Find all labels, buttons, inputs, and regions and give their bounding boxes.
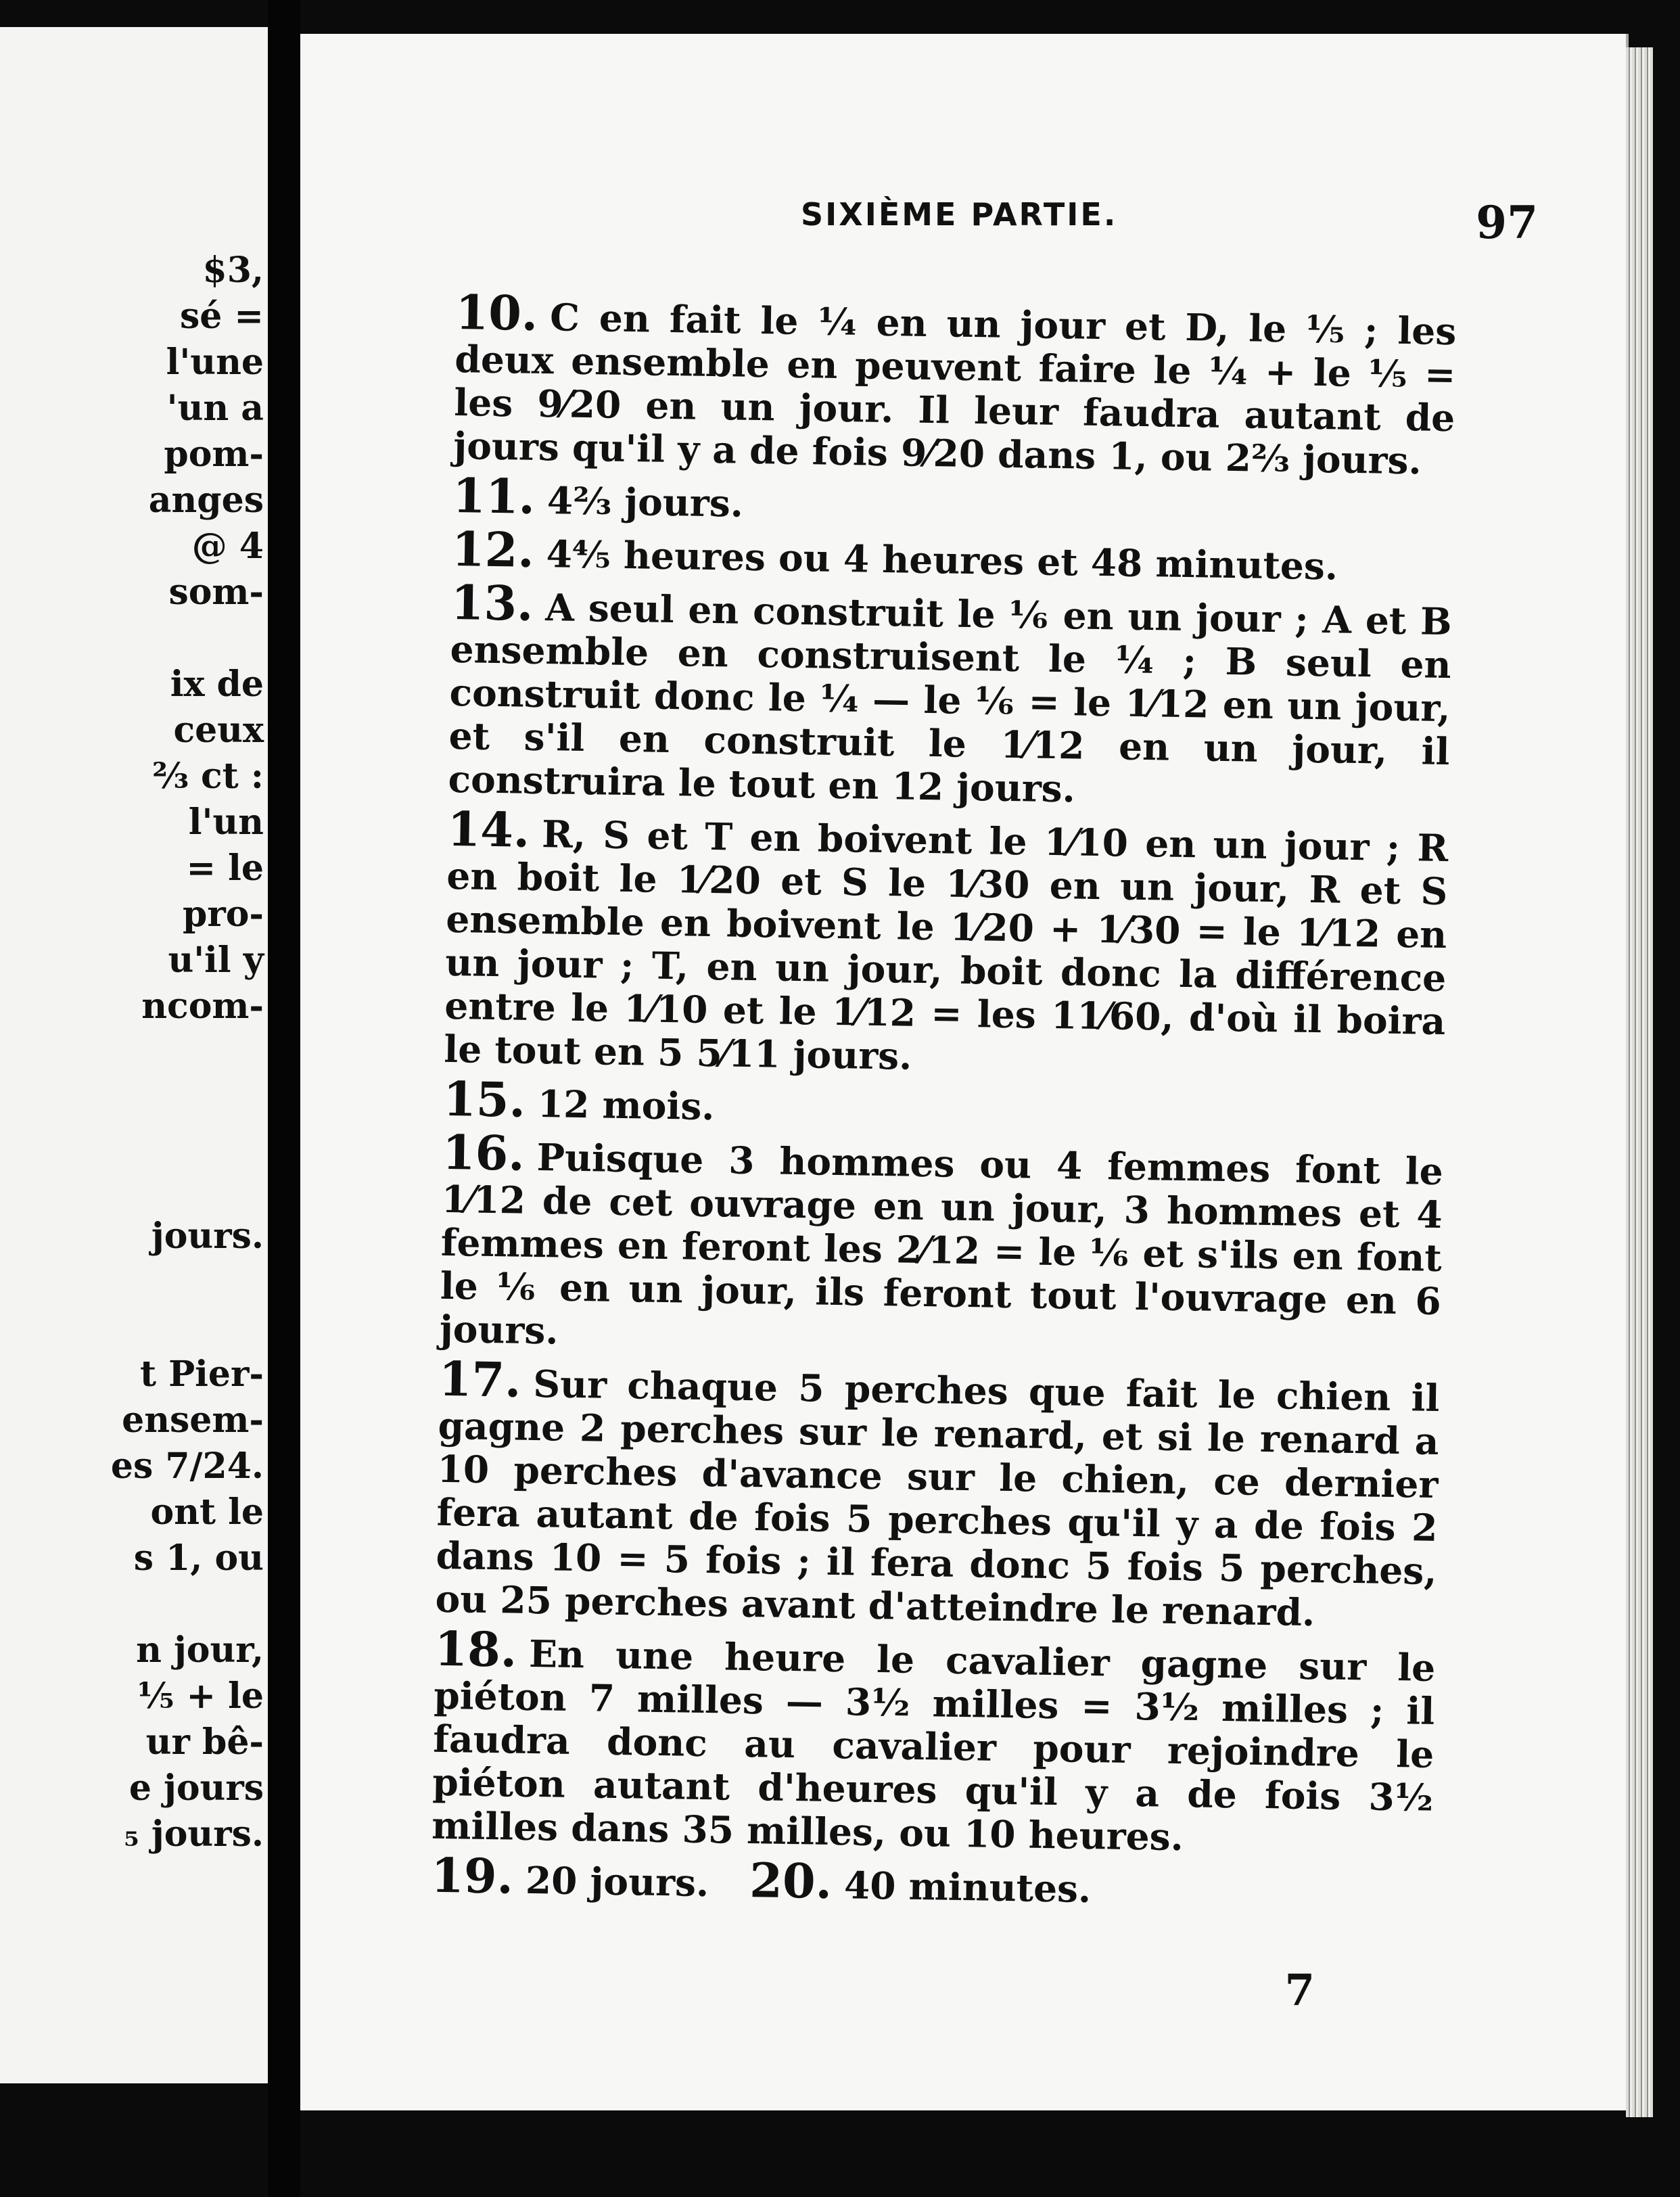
- answer-text: 4⅘ heures ou 4 heures et 48 minutes.: [546, 532, 1338, 588]
- answer-20: [749, 1852, 1092, 1912]
- answer-item: [448, 574, 1453, 816]
- left-page-fragment: som-: [168, 572, 264, 613]
- left-page-fragment: ont le: [150, 1491, 264, 1533]
- answer-text: R, S et T en boivent le 1⁄10 en un jour ; R en boit le 1⁄20 et S le 1⁄30 en un jour, R et S ensemble en boivent le 1⁄20 + 1⁄30 = le 1⁄12 en un jour ; T, en un jour, boit donc la différence entre le 1⁄10 et le 1⁄12 = les 11⁄60, d'où il boira le tout en 5 5⁄11 jours.: [443, 812, 1449, 1078]
- book-gutter: [268, 0, 300, 2197]
- left-page-fragment: es 7/24.: [110, 1446, 264, 1487]
- answer-number: 16.: [442, 1124, 526, 1182]
- left-page-fragment: ur bê-: [145, 1721, 264, 1763]
- left-page-fragment: ix de: [170, 664, 264, 705]
- left-page-fragment: ensem-: [122, 1400, 264, 1441]
- answers-body: [430, 284, 1457, 1916]
- answer-text: Sur chaque 5 perches que fait le chien il gagne 2 perches sur le renard, et si le renard a 10 perches d'avance sur le chien, ce dernier fera autant de fois 5 perches qu'il y a de fois 2 dans 10 = 5 fois ; il fera donc 5 fois 5 perches, ou 25 perches avant d'atteindre le renard.: [435, 1362, 1440, 1635]
- answer-number: 10.: [454, 284, 538, 342]
- left-page-fragment: $3,: [202, 250, 264, 291]
- left-page-fragment: 'un a: [166, 388, 264, 429]
- answer-text: 20 jours.: [525, 1857, 709, 1905]
- left-page-fragment: t Pier-: [139, 1354, 264, 1395]
- answer-number: 13.: [450, 574, 534, 632]
- left-page-fragment: ceux: [173, 710, 264, 751]
- answer-text: C en fait le ¼ en un jour et D, le ⅕ ; les deux ensemble en peuvent faire le ¼ + le ⅕ = les 9⁄20 en un jour. Il leur faudra autant de jours qu'il y a de fois 9⁄20 dans 1, ou 2⅔ jours.: [452, 295, 1457, 483]
- left-page-fragment: pro-: [182, 894, 264, 935]
- left-page: [0, 27, 268, 2083]
- answer-number: 15.: [442, 1070, 526, 1128]
- answer-item: [451, 520, 1453, 590]
- answer-number: 18.: [434, 1620, 517, 1678]
- page-edges: [1626, 47, 1653, 2117]
- left-page-fragment: sé =: [179, 296, 264, 337]
- running-head: SIXIÈME PARTIE.: [801, 196, 1118, 233]
- answer-item: [452, 284, 1457, 483]
- answer-text: 4⅔ jours.: [546, 478, 744, 526]
- left-page-fragment: ₅ jours.: [124, 1813, 264, 1855]
- left-page-fragment: u'il y: [168, 940, 264, 981]
- signature-mark: 7: [1284, 1965, 1315, 2016]
- left-page-fragment: s 1, ou: [133, 1537, 264, 1579]
- left-page-fragment: pom-: [164, 434, 264, 475]
- left-page-fragment: ncom-: [141, 986, 264, 1027]
- left-page-fragment: n jour,: [136, 1629, 264, 1671]
- answer-number: 14.: [446, 800, 530, 858]
- answer-item: [431, 1620, 1436, 1863]
- right-page: [300, 34, 1629, 2110]
- left-page-fragment: l'un: [188, 802, 264, 843]
- answer-text: 12 mois.: [537, 1082, 715, 1129]
- answer-item: [435, 1350, 1440, 1636]
- left-page-fragment: jours.: [151, 1216, 264, 1257]
- left-page-fragment: e jours: [129, 1767, 264, 1809]
- answer-number: 12.: [451, 520, 535, 578]
- answer-number: 17.: [438, 1350, 522, 1408]
- left-page-fragment: ⅔ ct :: [152, 756, 264, 797]
- answer-number: 20.: [749, 1852, 833, 1910]
- final-answers-row: [430, 1847, 1432, 1916]
- answer-text: 40 minutes.: [843, 1863, 1092, 1912]
- answer-number: 19.: [430, 1847, 514, 1905]
- left-page-fragment: = le: [186, 848, 264, 889]
- answer-list: [431, 284, 1457, 1863]
- page-number: 97: [1476, 196, 1538, 249]
- answer-number: 11.: [452, 467, 536, 525]
- answer-text: Puisque 3 hommes ou 4 femmes font le 1⁄12 de cet ouvrage en un jour, 3 hommes et 4 femmes en feront les 2⁄12 = le ⅙ et s'ils en font le ⅙ en un jour, ils feront tout l'ouvrage en 6 jours.: [439, 1135, 1444, 1353]
- left-page-fragment: @ 4: [191, 526, 264, 567]
- answer-item: [439, 1124, 1444, 1366]
- answer-text: En une heure le cavalier gagne sur le piéton 7 milles — 3½ milles = 3½ milles ; il faudra donc au cavalier pour rejoindre le piéton autant d'heures qu'il y a de fois 3½ milles dans 35 milles, ou 10 heures.: [431, 1631, 1436, 1859]
- answer-text: A seul en construit le ⅙ en un jour ; A et B ensemble en construisent le ¼ ; B seul en construit donc le ¼ — le ⅙ = le 1⁄12 en un jour, et s'il en construit le 1⁄12 en un jour, il construira le tout en 12 jours.: [448, 585, 1453, 811]
- answer-item: [452, 467, 1454, 536]
- answer-19: [430, 1847, 709, 1905]
- left-page-fragment: ⅕ + le: [137, 1675, 264, 1717]
- left-page-fragment: l'une: [166, 342, 264, 383]
- left-page-fragment: anges: [148, 480, 264, 521]
- answer-item: [443, 800, 1449, 1086]
- answer-item: [442, 1070, 1445, 1140]
